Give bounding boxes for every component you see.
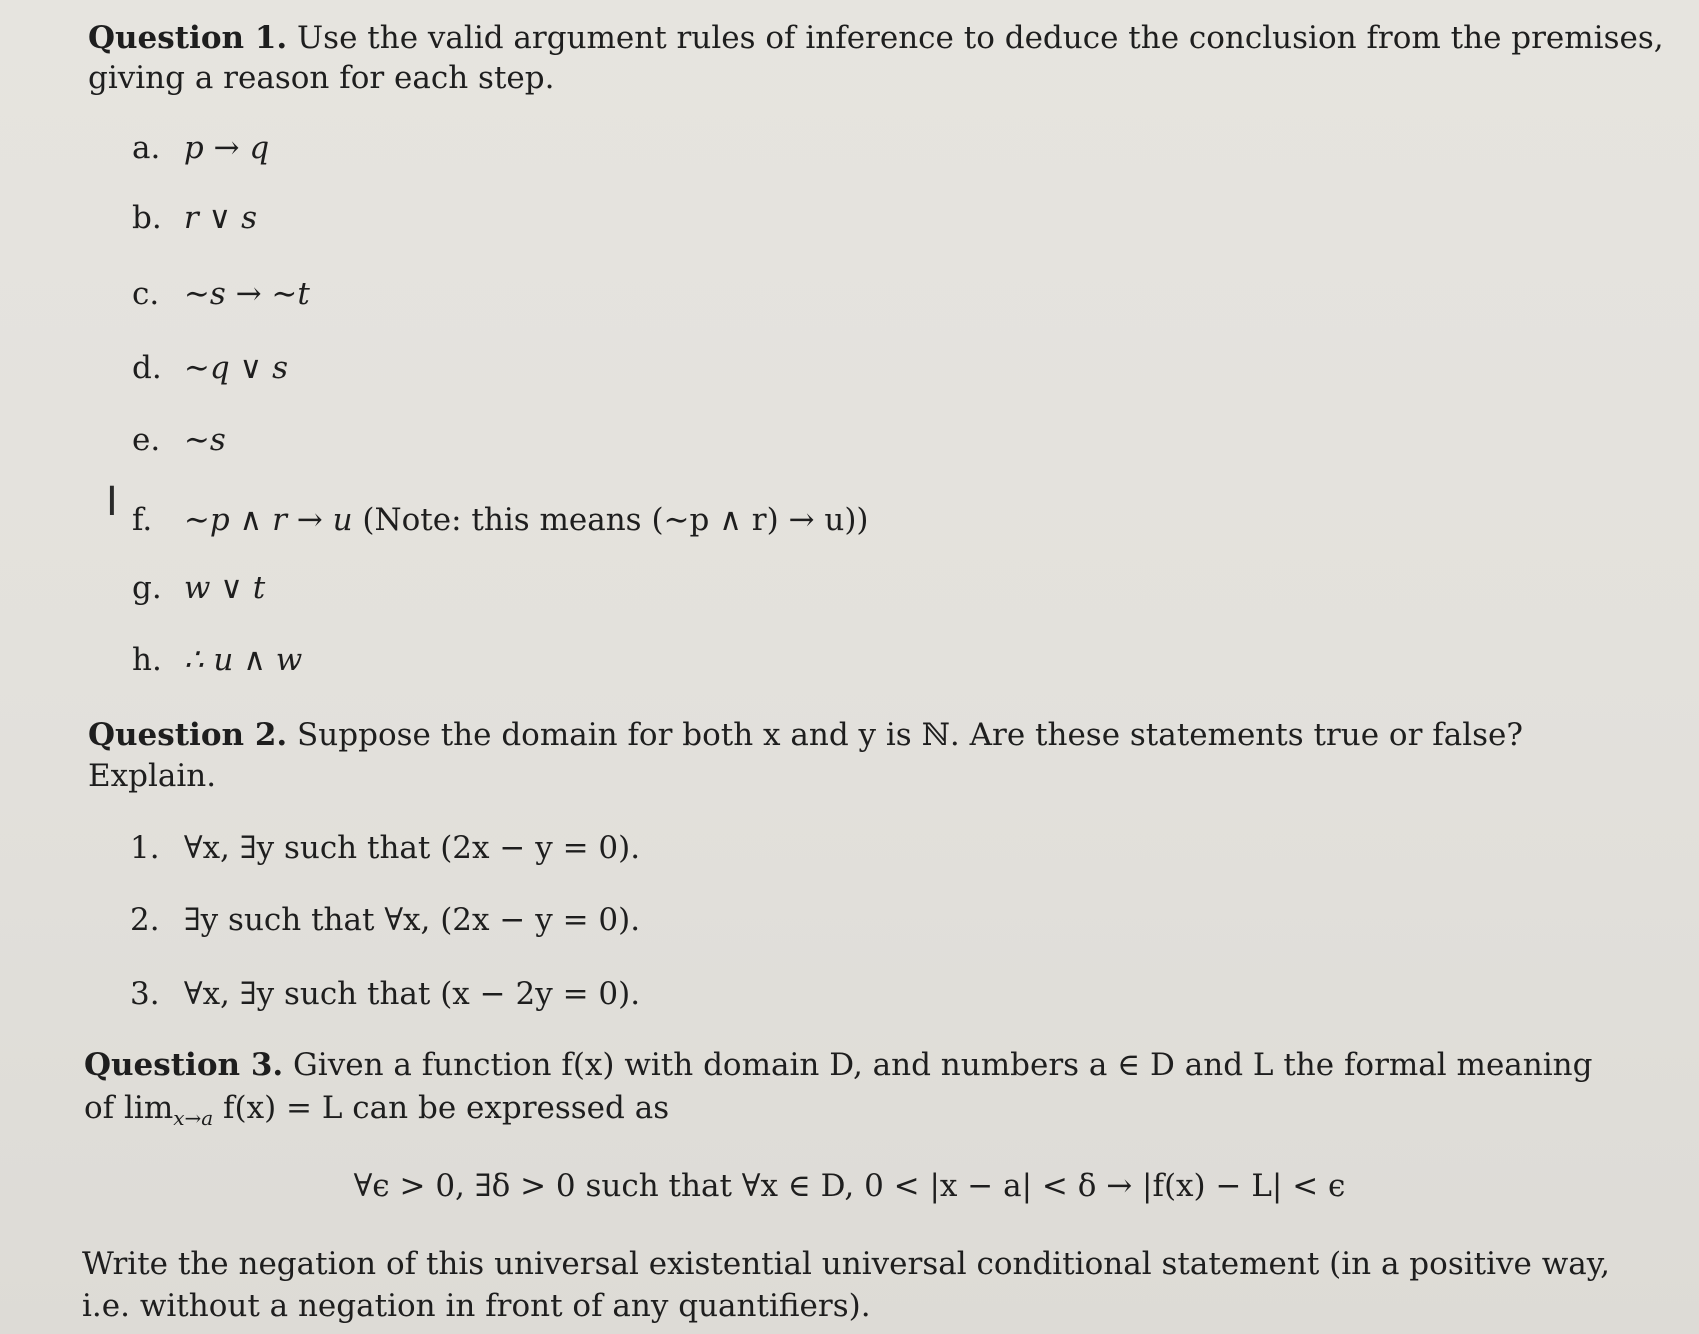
q1-item-d bbox=[132, 348, 288, 388]
q2-item-3 bbox=[130, 974, 640, 1014]
item-note: (Note: this means (∼p ∧ r) → u)) bbox=[362, 502, 869, 538]
item-label: 2. bbox=[130, 902, 160, 938]
item-expr: ∀x, ∃y such that (x − 2y = 0). bbox=[183, 976, 641, 1012]
q1-text-line1: Use the valid argument rules of inference to deduce the conclusion from the premises, bbox=[297, 20, 1664, 56]
q2-text-line1: Suppose the domain for both x and y is ℕ. Are these statements true or false? bbox=[297, 717, 1523, 753]
q2-item-1 bbox=[130, 828, 640, 868]
q3-title: Question 3. bbox=[84, 1047, 284, 1083]
q1-item-f bbox=[132, 500, 869, 540]
q2-item-2 bbox=[130, 900, 640, 940]
lim-rest-text: f(x) = L can be expressed as bbox=[213, 1090, 670, 1126]
item-expr: ∃y such that ∀x, (2x − y = 0). bbox=[183, 902, 641, 938]
item-label: e. bbox=[132, 422, 161, 458]
q1-item-b bbox=[132, 198, 257, 238]
item-expr: ∼s → ∼t bbox=[183, 276, 310, 312]
q3-heading-line bbox=[84, 1045, 1592, 1085]
lim-text: of lim bbox=[84, 1090, 174, 1126]
q1-item-a bbox=[132, 128, 269, 168]
q1-heading-line bbox=[88, 18, 1664, 58]
q3-text-line4: i.e. without a negation in front of any quantifiers). bbox=[82, 1288, 871, 1324]
q1-item-c bbox=[132, 274, 310, 314]
item-label: g. bbox=[132, 570, 162, 606]
item-label: b. bbox=[132, 200, 162, 236]
lim-subscript: x→a bbox=[173, 1106, 214, 1131]
text-cursor-icon: I bbox=[106, 479, 118, 525]
item-expr: ∼s bbox=[183, 422, 226, 458]
q2-title: Question 2. bbox=[88, 717, 288, 753]
q3-text-line1: Given a function f(x) with domain D, and numbers a ∈ D and L the formal meaning bbox=[293, 1047, 1593, 1083]
item-label: h. bbox=[132, 642, 162, 678]
item-label: 1. bbox=[130, 830, 160, 866]
q2-text-line2: Explain. bbox=[88, 758, 217, 794]
q1-title: Question 1. bbox=[88, 20, 288, 56]
item-label: c. bbox=[132, 276, 160, 312]
q2-heading-line bbox=[88, 715, 1523, 755]
item-expr: p → q bbox=[183, 130, 270, 166]
q3-text-line3: Write the negation of this universal existential universal conditional statement (in a positive way, bbox=[82, 1246, 1610, 1282]
item-expr: ∀x, ∃y such that (2x − y = 0). bbox=[183, 830, 641, 866]
item-label: a. bbox=[132, 130, 161, 166]
item-label: d. bbox=[132, 350, 162, 386]
q1-item-e bbox=[132, 420, 226, 460]
item-label: f. bbox=[132, 502, 153, 538]
item-expr: w ∨ t bbox=[183, 570, 266, 606]
item-expr: r ∨ s bbox=[183, 200, 257, 236]
q1-item-h bbox=[132, 640, 302, 680]
item-expr: ∼p ∧ r → u bbox=[183, 502, 353, 538]
q1-text-line2: giving a reason for each step. bbox=[88, 60, 555, 96]
q3-text-line2 bbox=[84, 1088, 669, 1138]
q3-formula: ∀ϵ > 0, ∃δ > 0 such that ∀x ∈ D, 0 < |x − a| < δ → |f(x) − L| < ϵ bbox=[353, 1168, 1346, 1204]
item-expr: ∴ u ∧ w bbox=[183, 642, 303, 678]
item-label: 3. bbox=[130, 976, 160, 1012]
item-expr: ∼q ∨ s bbox=[183, 350, 288, 386]
q1-item-g bbox=[132, 568, 265, 608]
